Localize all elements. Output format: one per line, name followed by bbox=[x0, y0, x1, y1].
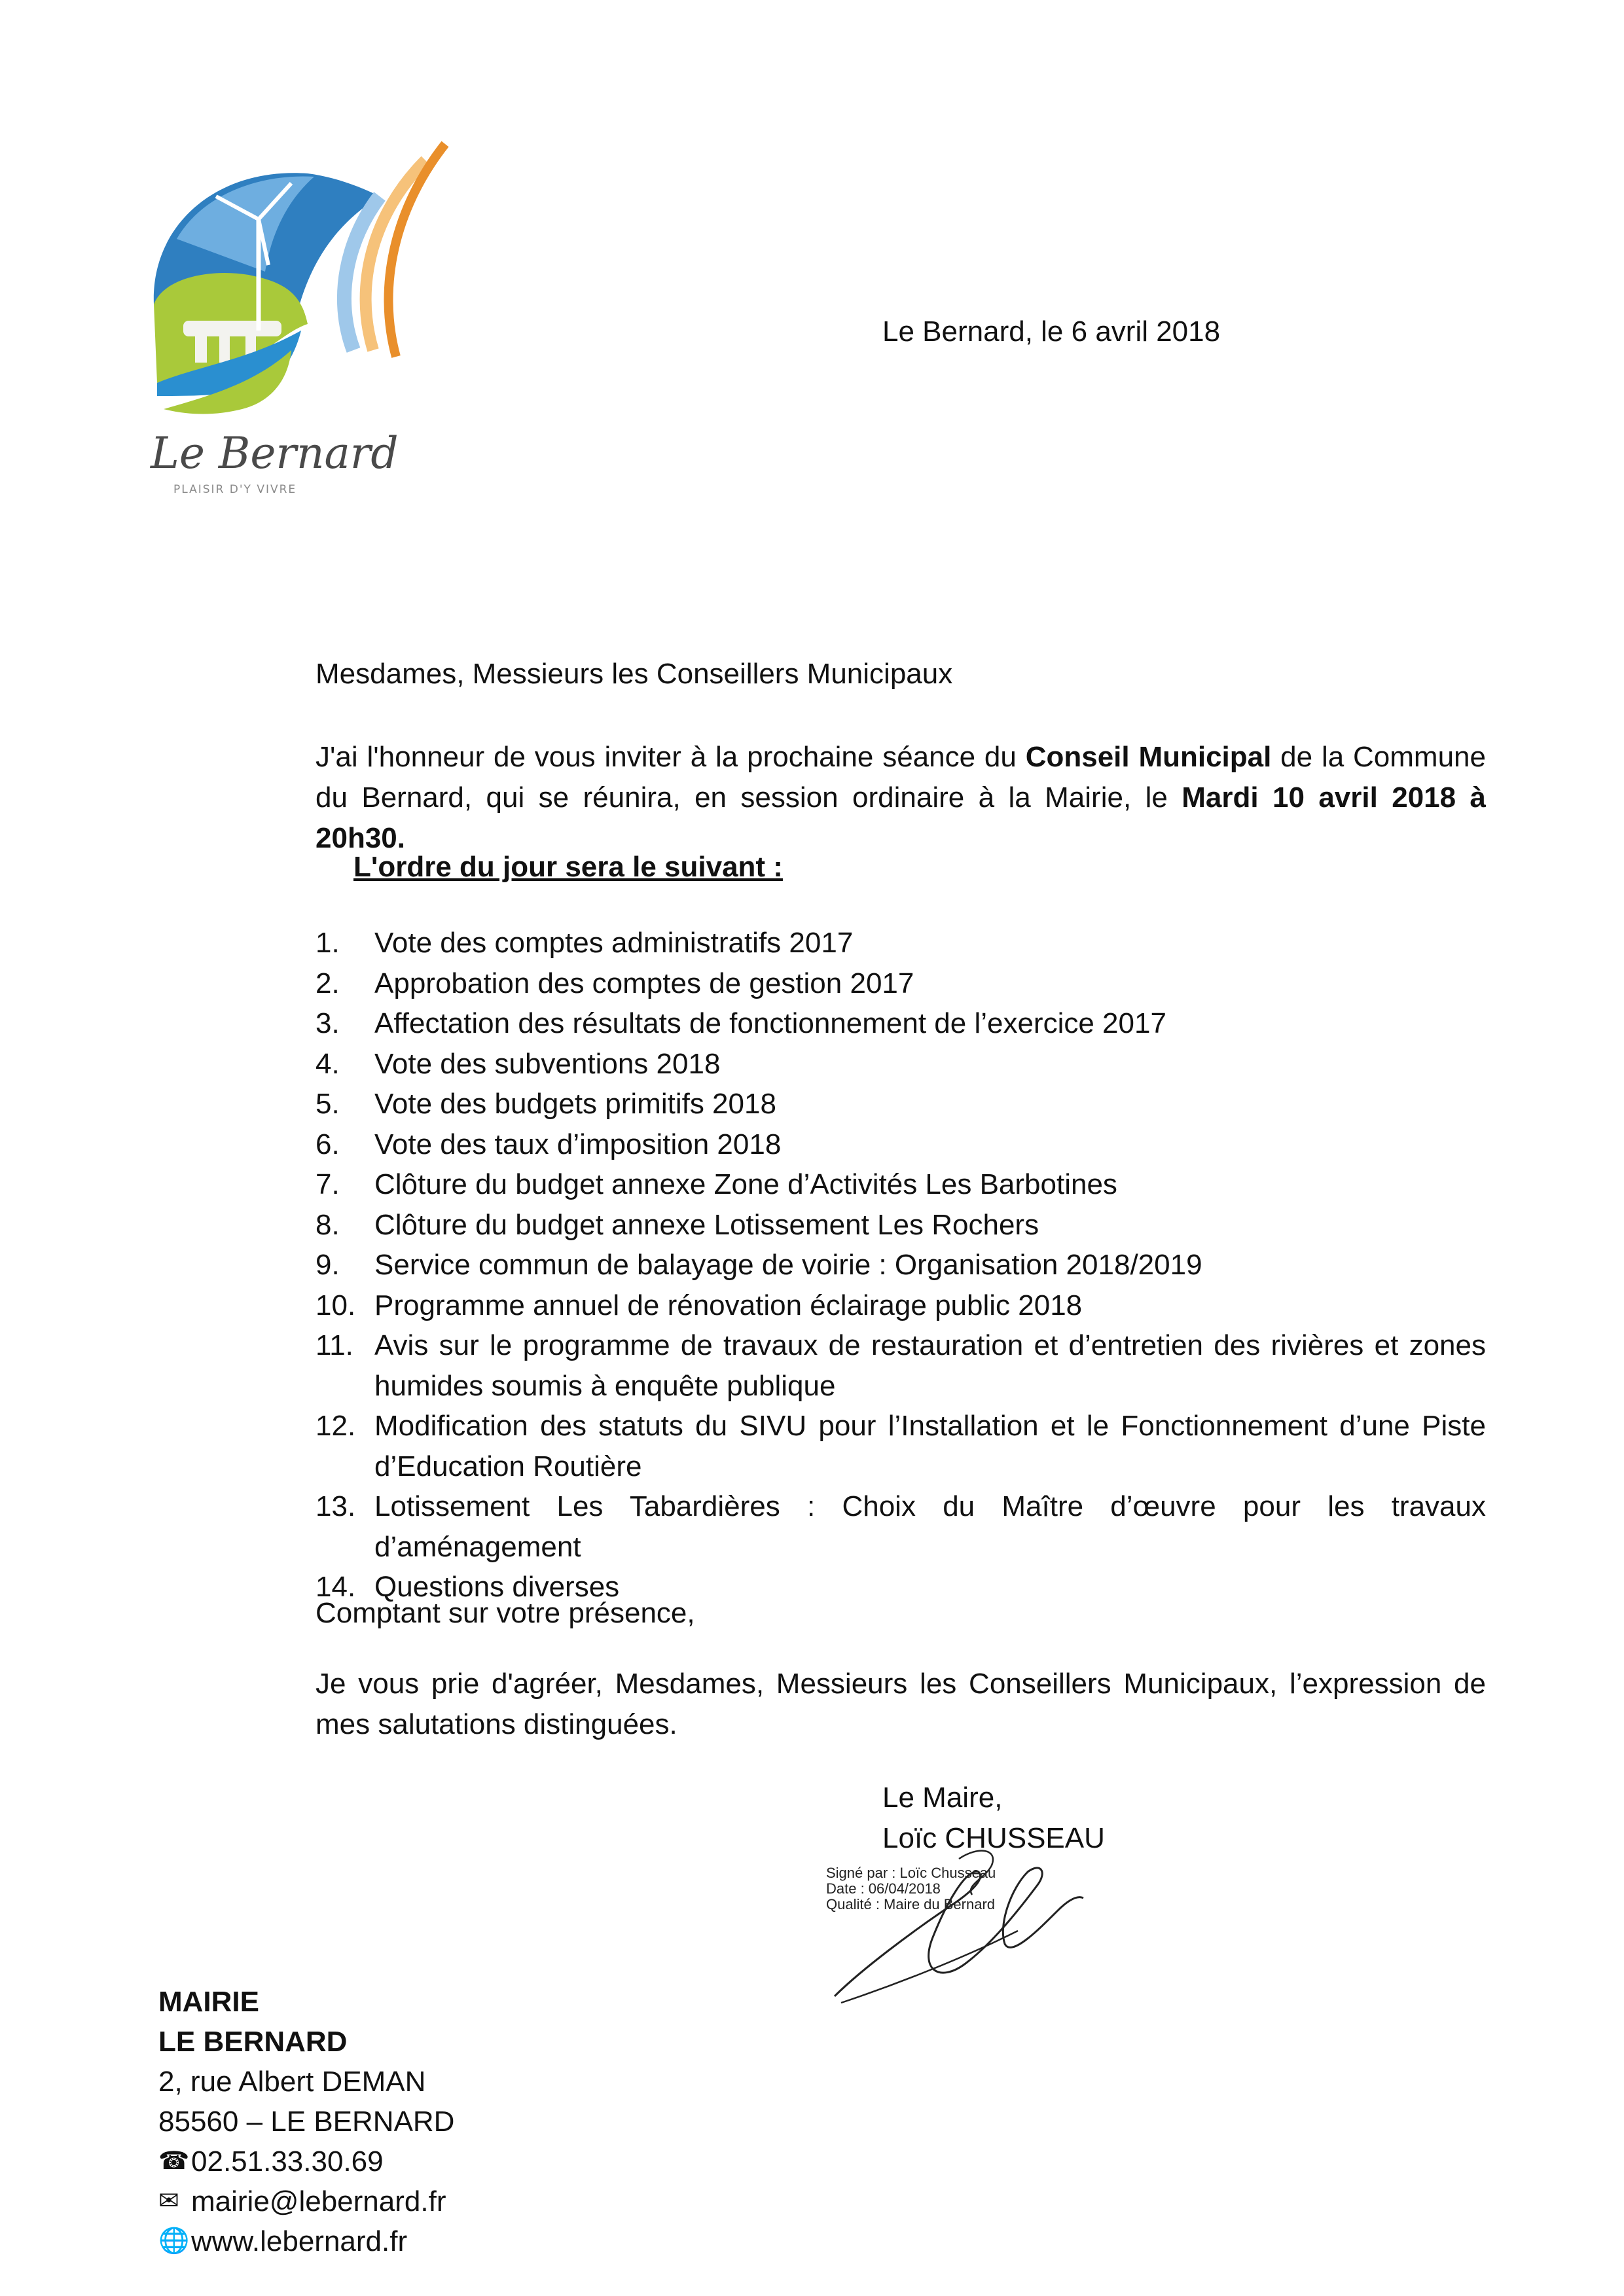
footer-phone: 02.51.33.30.69 bbox=[191, 2145, 384, 2178]
logo-tagline: PLAISIR D'Y VIVRE bbox=[173, 483, 297, 496]
agenda-item: 7. Clôture du budget annexe Zone d’Activités Les Barbotines bbox=[316, 1168, 1117, 1200]
intro-paragraph bbox=[316, 737, 1486, 859]
agenda-item: 2. Approbation des comptes de gestion 2017 bbox=[316, 967, 914, 999]
signature-quality: Qualité : Maire du Bernard bbox=[826, 1896, 996, 1912]
footer-website[interactable]: www.lebernard.fr bbox=[191, 2225, 408, 2257]
intro-bold-date: Mardi 10 avril 2018 à 20h30. bbox=[316, 781, 1486, 854]
salutation: Mesdames, Messieurs les Conseillers Municipaux bbox=[316, 658, 953, 690]
agenda-list bbox=[316, 923, 1486, 1607]
agenda-item: 14. Questions diverses bbox=[316, 1571, 620, 1603]
footer-contact bbox=[158, 1982, 454, 2261]
logo-name: Le Bernard bbox=[151, 428, 399, 478]
digital-signature-info bbox=[826, 1865, 996, 1912]
agenda-item: 1. Vote des comptes administratifs 2017 bbox=[316, 927, 854, 959]
footer-commune: LE BERNARD bbox=[158, 2026, 348, 2058]
footer-email[interactable]: mairie@lebernard.fr bbox=[191, 2185, 446, 2217]
intro-bold-council: Conseil Municipal bbox=[1025, 741, 1272, 773]
agenda-item: 4. Vote des subventions 2018 bbox=[316, 1047, 721, 1080]
intro-text-1: J'ai l'honneur de vous inviter à la prochaine séance du bbox=[316, 741, 1026, 773]
footer-phone-line bbox=[158, 2142, 454, 2181]
agenda-item: 3. Affectation des résultats de fonctionnement de l’exercice 2017 bbox=[316, 1007, 1166, 1039]
agenda-heading: L'ordre du jour sera le suivant : bbox=[353, 851, 783, 883]
phone-icon: ☎ bbox=[158, 2147, 190, 2175]
signed-by: Signé par : Loïc Chusseau bbox=[826, 1865, 996, 1881]
agenda-item: 10. Programme annuel de rénovation éclairage public 2018 bbox=[316, 1289, 1083, 1321]
mayor-name: Loïc CHUSSEAU bbox=[882, 1822, 1105, 1854]
agenda-item: 13. Lotissement Les Tabardières : Choix du Maître d’œuvre pour les travaux d’aménagement bbox=[316, 1490, 1486, 1563]
agenda-item: 11. Avis sur le programme de travaux de restauration et d’entretien des rivières et zones humides soumis à enquête publique bbox=[316, 1329, 1486, 1402]
agenda-item: 12. Modification des statuts du SIVU pour l’Installation et le Fonctionnement d’une Piste d’Education Routière bbox=[316, 1410, 1486, 1482]
agenda-item: 5. Vote des budgets primitifs 2018 bbox=[316, 1088, 776, 1120]
footer-mairie: MAIRIE bbox=[158, 1986, 259, 2018]
agenda-item: 6. Vote des taux d’imposition 2018 bbox=[316, 1128, 782, 1160]
commune-logo-graphic bbox=[137, 134, 452, 501]
mayor-title: Le Maire, bbox=[882, 1782, 1003, 1814]
intro-text-2: de la Commune du Bernard, qui se réunira, en session ordinaire à la Mairie, le bbox=[316, 741, 1486, 814]
footer-email-line bbox=[158, 2181, 454, 2221]
globe-icon: 🌐 bbox=[158, 2227, 190, 2255]
footer-address: 2, rue Albert DEMAN bbox=[158, 2066, 426, 2098]
logo bbox=[137, 134, 452, 501]
agenda-item: 9. Service commun de balayage de voirie : Organisation 2018/2019 bbox=[316, 1249, 1202, 1281]
footer-website-line bbox=[158, 2221, 454, 2261]
footer-city: 85560 – LE BERNARD bbox=[158, 2106, 455, 2138]
signature-date: Date : 06/04/2018 bbox=[826, 1880, 941, 1897]
closing-paragraph: Je vous prie d'agréer, Mesdames, Messieurs les Conseillers Municipaux, l’expression de mes salutations distinguées. bbox=[316, 1668, 1486, 1740]
letter-date: Le Bernard, le 6 avril 2018 bbox=[882, 315, 1221, 348]
handwritten-signature bbox=[821, 1833, 1096, 2009]
closing-line: Comptant sur votre présence, bbox=[316, 1597, 695, 1629]
agenda-item: 8. Clôture du budget annexe Lotissement Les Rochers bbox=[316, 1208, 1039, 1241]
envelope-icon: ✉ bbox=[158, 2187, 179, 2215]
